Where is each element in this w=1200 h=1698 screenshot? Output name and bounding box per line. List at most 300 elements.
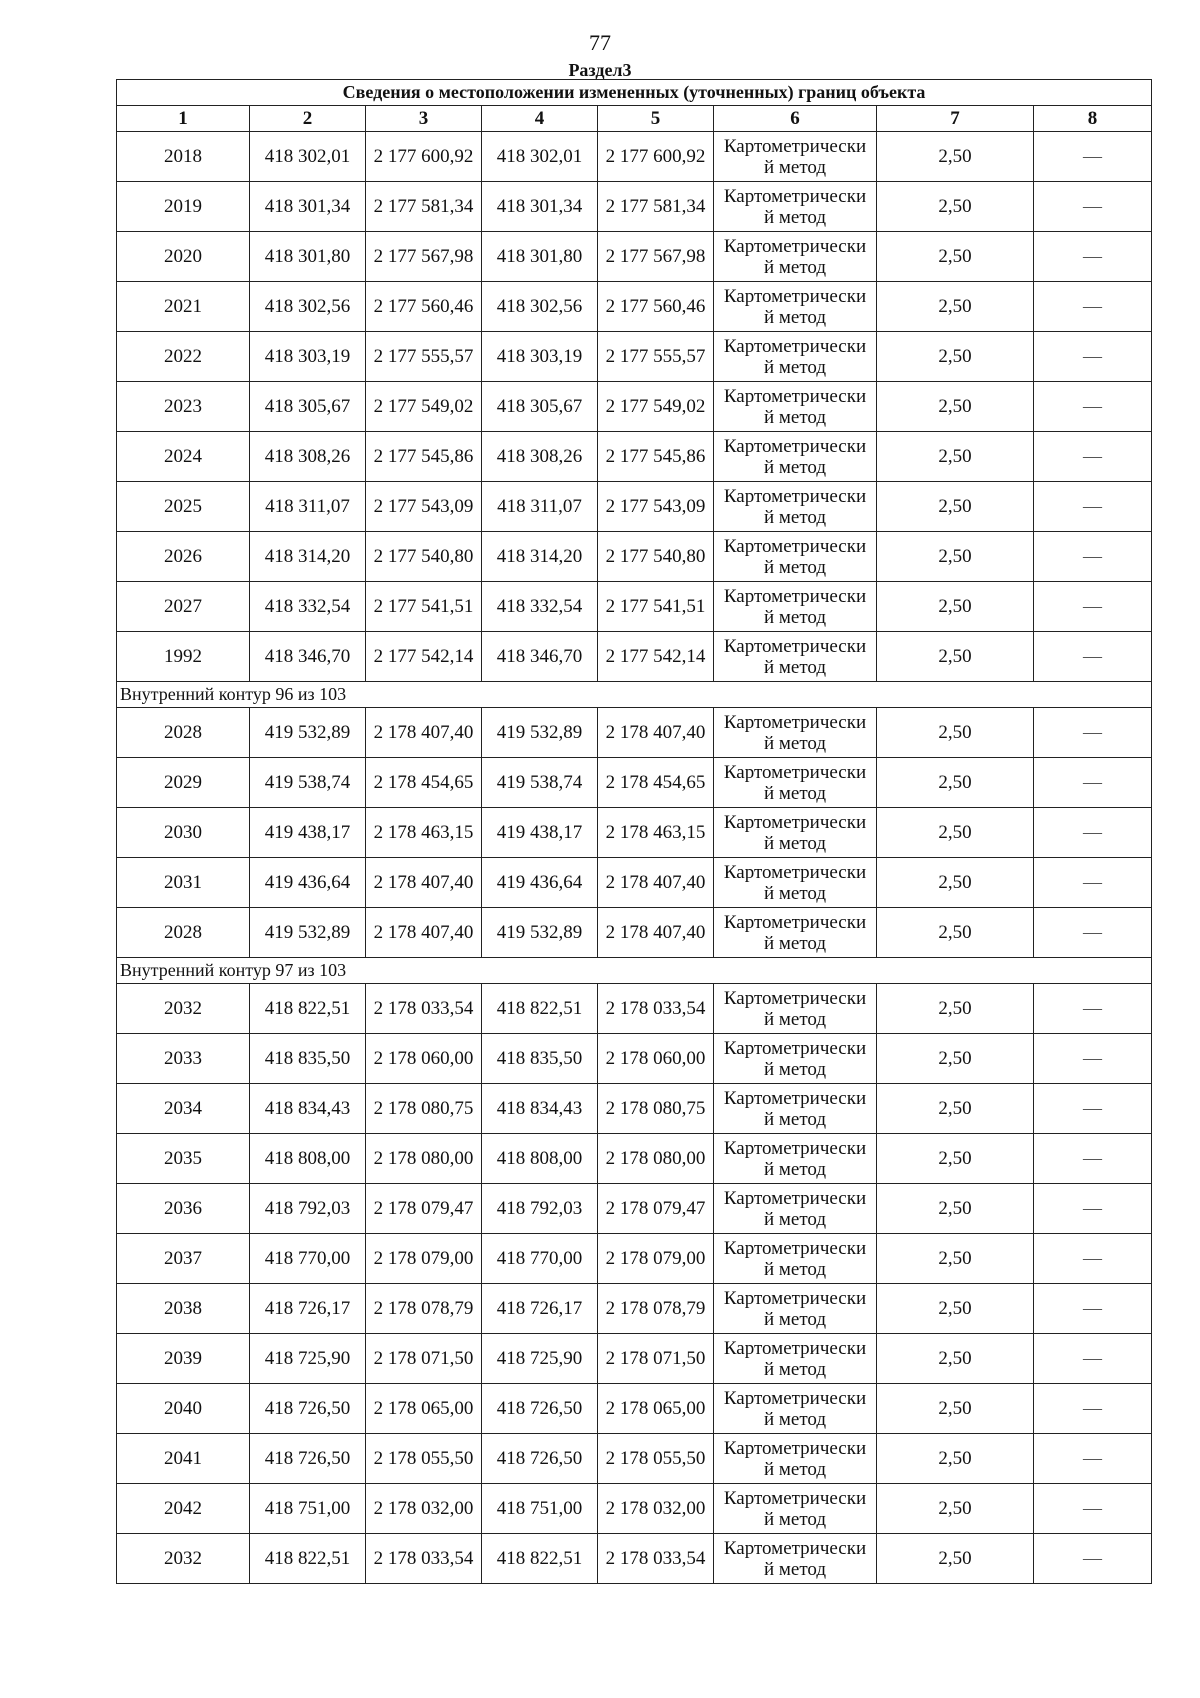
- y-new-cell: 2 177 555,57: [598, 332, 714, 382]
- y-old-cell: 2 178 407,40: [366, 708, 482, 758]
- method-text-line1: Картометрически: [723, 485, 867, 507]
- x-new-cell: 418 301,34: [482, 182, 598, 232]
- accuracy-cell: 2,50: [877, 532, 1034, 582]
- method-cell: [714, 1334, 877, 1384]
- table-row: [117, 432, 1152, 482]
- description-cell: —: [1034, 182, 1152, 232]
- x-new-cell: 418 302,01: [482, 132, 598, 182]
- description-cell: —: [1034, 282, 1152, 332]
- table-row: [117, 808, 1152, 858]
- method-text-line1: Картометрически: [723, 285, 867, 307]
- x-new-cell: 418 725,90: [482, 1334, 598, 1384]
- table-row: [117, 382, 1152, 432]
- y-old-cell: 2 178 454,65: [366, 758, 482, 808]
- method-cell: [714, 132, 877, 182]
- method-text-line2: й метод: [763, 556, 827, 578]
- point-number-cell: 2026: [117, 532, 250, 582]
- y-old-cell: 2 177 581,34: [366, 182, 482, 232]
- column-header-3: 3: [366, 106, 482, 132]
- method-cell: [714, 1184, 877, 1234]
- accuracy-cell: 2,50: [877, 1334, 1034, 1384]
- x-new-cell: 419 532,89: [482, 708, 598, 758]
- y-new-cell: 2 177 560,46: [598, 282, 714, 332]
- method-text-line1: Картометрически: [723, 335, 867, 357]
- method-text-line1: Картометрически: [723, 1337, 867, 1359]
- point-number-cell: 2030: [117, 808, 250, 858]
- method-text-line2: й метод: [763, 782, 827, 804]
- y-new-cell: 2 178 080,75: [598, 1084, 714, 1134]
- y-old-cell: 2 178 071,50: [366, 1334, 482, 1384]
- column-header-2: 2: [250, 106, 366, 132]
- x-old-cell: 418 301,34: [250, 182, 366, 232]
- point-number-cell: 2027: [117, 582, 250, 632]
- method-text-line1: Картометрически: [723, 1437, 867, 1459]
- x-old-cell: 419 532,89: [250, 908, 366, 958]
- method-text-line1: Картометрически: [723, 185, 867, 207]
- x-old-cell: 418 301,80: [250, 232, 366, 282]
- method-text-line2: й метод: [763, 656, 827, 678]
- x-old-cell: 419 538,74: [250, 758, 366, 808]
- accuracy-cell: 2,50: [877, 1484, 1034, 1534]
- coordinates-table: [116, 79, 1152, 1584]
- y-new-cell: 2 178 463,15: [598, 808, 714, 858]
- description-cell: —: [1034, 1534, 1152, 1584]
- contour-label: Внутренний контур 97 из 103: [117, 958, 1152, 984]
- x-old-cell: 418 302,56: [250, 282, 366, 332]
- x-old-cell: 418 346,70: [250, 632, 366, 682]
- y-old-cell: 2 178 033,54: [366, 1534, 482, 1584]
- method-text-line2: й метод: [763, 256, 827, 278]
- method-cell: [714, 1384, 877, 1434]
- method-text-line2: й метод: [763, 1458, 827, 1480]
- y-old-cell: 2 178 078,79: [366, 1284, 482, 1334]
- table-row: [117, 582, 1152, 632]
- x-new-cell: 418 822,51: [482, 984, 598, 1034]
- method-text-line1: Картометрически: [723, 811, 867, 833]
- point-number-cell: 2032: [117, 984, 250, 1034]
- y-old-cell: 2 177 567,98: [366, 232, 482, 282]
- x-old-cell: 418 834,43: [250, 1084, 366, 1134]
- method-text-line1: Картометрически: [723, 1487, 867, 1509]
- accuracy-cell: 2,50: [877, 1534, 1034, 1584]
- y-new-cell: 2 177 545,86: [598, 432, 714, 482]
- accuracy-cell: 2,50: [877, 758, 1034, 808]
- method-text-line1: Картометрически: [723, 635, 867, 657]
- table-row: [117, 1334, 1152, 1384]
- point-number-cell: 2038: [117, 1284, 250, 1334]
- method-text-line1: Картометрически: [723, 435, 867, 457]
- x-new-cell: 418 792,03: [482, 1184, 598, 1234]
- method-text-line2: й метод: [763, 1358, 827, 1380]
- y-old-cell: 2 177 600,92: [366, 132, 482, 182]
- method-cell: [714, 1034, 877, 1084]
- description-cell: —: [1034, 532, 1152, 582]
- accuracy-cell: 2,50: [877, 632, 1034, 682]
- point-number-cell: 2036: [117, 1184, 250, 1234]
- x-old-cell: 418 726,50: [250, 1384, 366, 1434]
- method-text-line1: Картометрически: [723, 1037, 867, 1059]
- table-row: [117, 1284, 1152, 1334]
- x-old-cell: 418 751,00: [250, 1484, 366, 1534]
- table-row: [117, 182, 1152, 232]
- x-old-cell: 418 822,51: [250, 984, 366, 1034]
- method-text-line1: Картометрически: [723, 235, 867, 257]
- accuracy-cell: 2,50: [877, 182, 1034, 232]
- accuracy-cell: 2,50: [877, 1184, 1034, 1234]
- method-text-line2: й метод: [763, 1208, 827, 1230]
- method-text-line1: Картометрически: [723, 385, 867, 407]
- method-cell: [714, 532, 877, 582]
- accuracy-cell: 2,50: [877, 708, 1034, 758]
- x-new-cell: 418 726,50: [482, 1434, 598, 1484]
- accuracy-cell: 2,50: [877, 482, 1034, 532]
- y-old-cell: 2 178 060,00: [366, 1034, 482, 1084]
- description-cell: —: [1034, 582, 1152, 632]
- accuracy-cell: 2,50: [877, 582, 1034, 632]
- accuracy-cell: 2,50: [877, 132, 1034, 182]
- point-number-cell: 2028: [117, 908, 250, 958]
- method-text-line2: й метод: [763, 1408, 827, 1430]
- table-row: [117, 482, 1152, 532]
- y-new-cell: 2 178 033,54: [598, 984, 714, 1034]
- method-cell: [714, 708, 877, 758]
- contour-label-row: [117, 682, 1152, 708]
- x-new-cell: 419 438,17: [482, 808, 598, 858]
- table-row: [117, 532, 1152, 582]
- method-text-line1: Картометрически: [723, 911, 867, 933]
- x-new-cell: 418 346,70: [482, 632, 598, 682]
- method-text-line2: й метод: [763, 606, 827, 628]
- description-cell: —: [1034, 708, 1152, 758]
- y-new-cell: 2 177 542,14: [598, 632, 714, 682]
- x-old-cell: 419 436,64: [250, 858, 366, 908]
- x-old-cell: 418 303,19: [250, 332, 366, 382]
- x-new-cell: 418 835,50: [482, 1034, 598, 1084]
- accuracy-cell: 2,50: [877, 808, 1034, 858]
- point-number-cell: 2039: [117, 1334, 250, 1384]
- method-cell: [714, 984, 877, 1034]
- accuracy-cell: 2,50: [877, 1284, 1034, 1334]
- accuracy-cell: 2,50: [877, 232, 1034, 282]
- y-new-cell: 2 178 079,47: [598, 1184, 714, 1234]
- column-header-8: 8: [1034, 106, 1152, 132]
- method-text-line2: й метод: [763, 1058, 827, 1080]
- y-old-cell: 2 178 407,40: [366, 858, 482, 908]
- method-cell: [714, 1434, 877, 1484]
- method-text-line2: й метод: [763, 156, 827, 178]
- point-number-cell: 2021: [117, 282, 250, 332]
- y-new-cell: 2 178 032,00: [598, 1484, 714, 1534]
- x-old-cell: 418 305,67: [250, 382, 366, 432]
- y-new-cell: 2 177 600,92: [598, 132, 714, 182]
- x-old-cell: 419 438,17: [250, 808, 366, 858]
- accuracy-cell: 2,50: [877, 382, 1034, 432]
- y-old-cell: 2 178 080,75: [366, 1084, 482, 1134]
- description-cell: —: [1034, 1384, 1152, 1434]
- description-cell: —: [1034, 758, 1152, 808]
- y-old-cell: 2 178 032,00: [366, 1484, 482, 1534]
- y-old-cell: 2 178 079,00: [366, 1234, 482, 1284]
- x-new-cell: 418 314,20: [482, 532, 598, 582]
- method-text-line1: Картометрически: [723, 1537, 867, 1559]
- method-cell: [714, 858, 877, 908]
- table-row: [117, 232, 1152, 282]
- method-cell: [714, 1134, 877, 1184]
- x-old-cell: 418 835,50: [250, 1034, 366, 1084]
- y-old-cell: 2 177 543,09: [366, 482, 482, 532]
- x-new-cell: 418 726,50: [482, 1384, 598, 1434]
- method-cell: [714, 632, 877, 682]
- description-cell: —: [1034, 1334, 1152, 1384]
- point-number-cell: 1992: [117, 632, 250, 682]
- y-new-cell: 2 177 543,09: [598, 482, 714, 532]
- y-new-cell: 2 177 540,80: [598, 532, 714, 582]
- y-old-cell: 2 178 407,40: [366, 908, 482, 958]
- x-new-cell: 418 303,19: [482, 332, 598, 382]
- accuracy-cell: 2,50: [877, 1084, 1034, 1134]
- method-text-line2: й метод: [763, 406, 827, 428]
- method-text-line1: Картометрически: [723, 585, 867, 607]
- table-body: [117, 132, 1152, 1584]
- y-new-cell: 2 178 055,50: [598, 1434, 714, 1484]
- description-cell: —: [1034, 858, 1152, 908]
- method-text-line2: й метод: [763, 306, 827, 328]
- method-text-line1: Картометрически: [723, 1087, 867, 1109]
- point-number-cell: 2041: [117, 1434, 250, 1484]
- description-cell: —: [1034, 908, 1152, 958]
- method-cell: [714, 1534, 877, 1584]
- point-number-cell: 2033: [117, 1034, 250, 1084]
- table-row: [117, 1534, 1152, 1584]
- method-text-line2: й метод: [763, 832, 827, 854]
- method-text-line2: й метод: [763, 1258, 827, 1280]
- description-cell: —: [1034, 482, 1152, 532]
- accuracy-cell: 2,50: [877, 984, 1034, 1034]
- x-old-cell: 418 808,00: [250, 1134, 366, 1184]
- y-old-cell: 2 178 079,47: [366, 1184, 482, 1234]
- y-new-cell: 2 177 549,02: [598, 382, 714, 432]
- point-number-cell: 2034: [117, 1084, 250, 1134]
- column-header-6: 6: [714, 106, 877, 132]
- method-cell: [714, 432, 877, 482]
- point-number-cell: 2031: [117, 858, 250, 908]
- method-cell: [714, 1284, 877, 1334]
- accuracy-cell: 2,50: [877, 1434, 1034, 1484]
- description-cell: —: [1034, 432, 1152, 482]
- x-new-cell: 418 834,43: [482, 1084, 598, 1134]
- method-text-line2: й метод: [763, 1108, 827, 1130]
- accuracy-cell: 2,50: [877, 282, 1034, 332]
- description-cell: —: [1034, 232, 1152, 282]
- accuracy-cell: 2,50: [877, 1034, 1034, 1084]
- y-old-cell: 2 177 540,80: [366, 532, 482, 582]
- description-cell: —: [1034, 1434, 1152, 1484]
- y-new-cell: 2 178 407,40: [598, 908, 714, 958]
- method-text-line2: й метод: [763, 932, 827, 954]
- y-new-cell: 2 177 567,98: [598, 232, 714, 282]
- method-cell: [714, 908, 877, 958]
- x-new-cell: 418 770,00: [482, 1234, 598, 1284]
- point-number-cell: 2024: [117, 432, 250, 482]
- table-row: [117, 1084, 1152, 1134]
- description-cell: —: [1034, 132, 1152, 182]
- table-row: [117, 1384, 1152, 1434]
- x-old-cell: 418 311,07: [250, 482, 366, 532]
- y-new-cell: 2 178 079,00: [598, 1234, 714, 1284]
- method-text-line1: Картометрически: [723, 987, 867, 1009]
- method-text-line1: Картометрически: [723, 711, 867, 733]
- method-text-line1: Картометрически: [723, 535, 867, 557]
- column-header-4: 4: [482, 106, 598, 132]
- description-cell: —: [1034, 1284, 1152, 1334]
- method-text-line2: й метод: [763, 1558, 827, 1580]
- method-cell: [714, 1234, 877, 1284]
- x-old-cell: 418 726,17: [250, 1284, 366, 1334]
- table-row: [117, 1234, 1152, 1284]
- x-new-cell: 418 332,54: [482, 582, 598, 632]
- x-new-cell: 418 302,56: [482, 282, 598, 332]
- y-old-cell: 2 177 542,14: [366, 632, 482, 682]
- y-new-cell: 2 178 407,40: [598, 858, 714, 908]
- method-cell: [714, 332, 877, 382]
- point-number-cell: 2035: [117, 1134, 250, 1184]
- y-new-cell: 2 178 407,40: [598, 708, 714, 758]
- method-cell: [714, 382, 877, 432]
- x-new-cell: 418 808,00: [482, 1134, 598, 1184]
- method-text-line1: Картометрически: [723, 1287, 867, 1309]
- x-old-cell: 418 725,90: [250, 1334, 366, 1384]
- page-number: 77: [589, 30, 611, 55]
- x-new-cell: 419 436,64: [482, 858, 598, 908]
- y-new-cell: 2 178 065,00: [598, 1384, 714, 1434]
- accuracy-cell: 2,50: [877, 908, 1034, 958]
- table-row: [117, 858, 1152, 908]
- table-row: [117, 1134, 1152, 1184]
- point-number-cell: 2025: [117, 482, 250, 532]
- description-cell: —: [1034, 808, 1152, 858]
- column-header-1: 1: [117, 106, 250, 132]
- y-old-cell: 2 178 033,54: [366, 984, 482, 1034]
- point-number-cell: 2037: [117, 1234, 250, 1284]
- point-number-cell: 2018: [117, 132, 250, 182]
- y-new-cell: 2 178 078,79: [598, 1284, 714, 1334]
- method-text-line2: й метод: [763, 356, 827, 378]
- x-new-cell: 418 822,51: [482, 1534, 598, 1584]
- x-new-cell: 418 751,00: [482, 1484, 598, 1534]
- x-new-cell: 418 726,17: [482, 1284, 598, 1334]
- method-text-line1: Картометрически: [723, 1387, 867, 1409]
- point-number-cell: 2028: [117, 708, 250, 758]
- method-text-line2: й метод: [763, 506, 827, 528]
- point-number-cell: 2023: [117, 382, 250, 432]
- description-cell: —: [1034, 382, 1152, 432]
- method-cell: [714, 282, 877, 332]
- x-old-cell: 418 822,51: [250, 1534, 366, 1584]
- x-old-cell: 418 308,26: [250, 432, 366, 482]
- x-new-cell: 418 305,67: [482, 382, 598, 432]
- y-new-cell: 2 178 071,50: [598, 1334, 714, 1384]
- column-header-7: 7: [877, 106, 1034, 132]
- column-header-row: [117, 106, 1152, 132]
- contour-label-row: [117, 958, 1152, 984]
- description-cell: —: [1034, 984, 1152, 1034]
- method-cell: [714, 808, 877, 858]
- x-new-cell: 418 308,26: [482, 432, 598, 482]
- method-text-line2: й метод: [763, 1158, 827, 1180]
- description-cell: —: [1034, 1134, 1152, 1184]
- point-number-cell: 2042: [117, 1484, 250, 1534]
- x-old-cell: 418 314,20: [250, 532, 366, 582]
- method-text-line2: й метод: [763, 456, 827, 478]
- table-row: [117, 1184, 1152, 1234]
- point-number-cell: 2019: [117, 182, 250, 232]
- accuracy-cell: 2,50: [877, 1384, 1034, 1434]
- y-old-cell: 2 177 549,02: [366, 382, 482, 432]
- x-old-cell: 418 332,54: [250, 582, 366, 632]
- method-cell: [714, 482, 877, 532]
- table-row: [117, 984, 1152, 1034]
- method-text-line2: й метод: [763, 1008, 827, 1030]
- x-new-cell: 418 301,80: [482, 232, 598, 282]
- description-cell: —: [1034, 632, 1152, 682]
- section-title: Раздел3: [568, 60, 632, 80]
- method-text-line1: Картометрически: [723, 761, 867, 783]
- column-header-5: 5: [598, 106, 714, 132]
- method-text-line1: Картометрически: [723, 1137, 867, 1159]
- x-old-cell: 418 302,01: [250, 132, 366, 182]
- table-row: [117, 632, 1152, 682]
- x-old-cell: 418 726,50: [250, 1434, 366, 1484]
- description-cell: —: [1034, 1084, 1152, 1134]
- y-new-cell: 2 178 060,00: [598, 1034, 714, 1084]
- method-text-line2: й метод: [763, 206, 827, 228]
- y-new-cell: 2 177 581,34: [598, 182, 714, 232]
- point-number-cell: 2032: [117, 1534, 250, 1584]
- method-text-line1: Картометрически: [723, 861, 867, 883]
- method-text-line1: Картометрически: [723, 135, 867, 157]
- y-new-cell: 2 177 541,51: [598, 582, 714, 632]
- description-cell: —: [1034, 1484, 1152, 1534]
- description-cell: —: [1034, 1034, 1152, 1084]
- x-new-cell: 419 538,74: [482, 758, 598, 808]
- method-cell: [714, 232, 877, 282]
- table-row: [117, 758, 1152, 808]
- x-new-cell: 418 311,07: [482, 482, 598, 532]
- method-text-line1: Картометрически: [723, 1237, 867, 1259]
- y-new-cell: 2 178 033,54: [598, 1534, 714, 1584]
- point-number-cell: 2020: [117, 232, 250, 282]
- y-old-cell: 2 178 065,00: [366, 1384, 482, 1434]
- point-number-cell: 2040: [117, 1384, 250, 1434]
- y-new-cell: 2 178 454,65: [598, 758, 714, 808]
- y-old-cell: 2 177 545,86: [366, 432, 482, 482]
- y-old-cell: 2 177 555,57: [366, 332, 482, 382]
- accuracy-cell: 2,50: [877, 432, 1034, 482]
- y-old-cell: 2 178 463,15: [366, 808, 482, 858]
- x-old-cell: 418 792,03: [250, 1184, 366, 1234]
- method-text-line2: й метод: [763, 1508, 827, 1530]
- y-old-cell: 2 177 560,46: [366, 282, 482, 332]
- table-row: [117, 1484, 1152, 1534]
- method-text-line2: й метод: [763, 732, 827, 754]
- point-number-cell: 2029: [117, 758, 250, 808]
- x-old-cell: 419 532,89: [250, 708, 366, 758]
- table-row: [117, 282, 1152, 332]
- description-cell: —: [1034, 1184, 1152, 1234]
- method-cell: [714, 1484, 877, 1534]
- method-text-line2: й метод: [763, 882, 827, 904]
- table-row: [117, 1034, 1152, 1084]
